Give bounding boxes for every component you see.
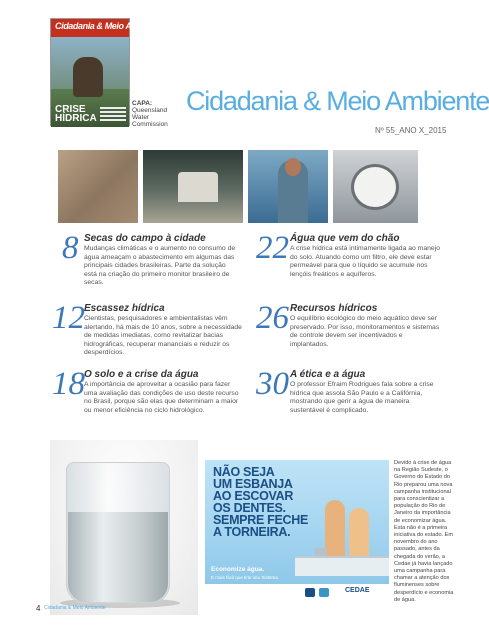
toc-title: O solo e a crise da água — [84, 369, 199, 380]
cover-masthead-bar — [51, 19, 164, 37]
toc-body: A crise hídrica está intimamente ligada ao manejo do solo. Atuando como um filtro, ele deve estar permeável para que o líquido se acumule nos lençóis freáticos e aquíferos. — [290, 245, 440, 278]
ad-logo — [319, 588, 329, 597]
toc-title: A ética e a água — [290, 369, 366, 380]
ad-slogan — [213, 466, 343, 538]
photo-strip — [58, 150, 474, 223]
cover-caption-line3: Commission — [132, 121, 168, 128]
ad-slogan-line: A TORNEIRA. — [213, 525, 291, 539]
toc-entry[interactable] — [62, 232, 242, 302]
toc-body: A importância de aproveitar a ocasião para fazer uma avaliação das condições de uso deste recurso no Brasil, porque são elas que determinam a maior ou menor eficiência no ciclo hidrológico. — [84, 381, 239, 414]
footer-magazine-name: Cidadania & Meio Ambiente — [44, 605, 106, 611]
toc-body: Mudanças climáticas e o aumento no consumo de água ameaçam o abastecimento em algumas das principais cidades brasileiras. Parte da solução está na criação do primeiro monitor brasileiro de secas. — [84, 245, 236, 287]
toc-entry[interactable] — [256, 368, 456, 438]
toc-body: O equilíbrio ecológico do meio aquático deve ser preservado. Por isso, monitoramentos e sistemas de controle devem ser incentivados e implantados. — [290, 315, 440, 348]
toc-title: Escassez hídrica — [84, 303, 165, 314]
ad-caption: Devido à crise de água na Região Sudeste, o Governo do Estado do Rio preparou uma nova campanha institucional para conscientizar a população do Rio de Janeiro da importância de economizar água. Esta não é a primeira iniciativa do estado. Em novembro do ano passado, antes da chegada do verão, a Cedae já havia lançado uma campanha para chamar a atenção dos fluminenses sobre desperdício e economia de água. — [394, 460, 454, 603]
ad-slogan-line: SEMPRE FECHE — [213, 513, 309, 527]
photo-water-meter — [333, 150, 418, 223]
toc-page-number: 12 — [52, 300, 85, 336]
ad-slogan-line: OS DENTES. — [213, 501, 286, 515]
ad-cartoon-kid — [325, 500, 345, 560]
photo-dry-soil — [58, 150, 138, 223]
toc-title: Recursos hídricos — [290, 303, 378, 314]
cover-text-lines — [100, 107, 126, 123]
toc-page-number: 22 — [256, 230, 289, 266]
ad-faucet — [315, 548, 327, 556]
ad-slogan-line: NÃO SEJA — [213, 465, 275, 479]
ad-brand: CEDAE — [345, 587, 370, 594]
cover-caption — [132, 100, 168, 128]
water-fill — [68, 512, 168, 602]
ad-eco-subtext: E mais fácil que tirar seu Sistema. — [211, 575, 280, 580]
toc-page-number: 8 — [62, 230, 79, 266]
toc-page-number: 26 — [256, 300, 289, 336]
magazine-title: Cidadania & Meio Ambiente — [186, 86, 489, 116]
toc-entry[interactable] — [52, 302, 252, 372]
cover-caption-line2: Water — [132, 114, 150, 121]
page-number: 4 — [36, 604, 41, 613]
photo-person-water — [248, 150, 328, 223]
ad-eco-text: Economize água. — [211, 566, 265, 573]
photo-tent-field — [143, 150, 243, 223]
toc-body: Cientistas, pesquisadores e ambientalistas vêm alertando, há mais de 10 anos, sobre a necessidade de medidas imediatas, como revitalizar bacias hidrográficas, recuperar mananciais e reduzir os desperdícios. — [84, 315, 242, 357]
ad-cartoon-kid — [349, 508, 369, 563]
toc-entry[interactable] — [256, 232, 456, 302]
ad-logo — [305, 588, 315, 597]
toc-title: Secas do campo à cidade — [84, 233, 206, 244]
toc-page-number: 30 — [256, 366, 289, 402]
toc-body: O professor Efraim Rodrigues fala sobre a crise hídrica que assola São Paulo e a Califórnia, mostrando que gerir a água de maneira sustentável é complicado. — [290, 381, 434, 414]
toc-entry[interactable] — [52, 368, 252, 438]
ad-slogan-line: UM ESBANJA — [213, 477, 293, 491]
issue-number: Nº 55_ANO X_2015 — [375, 126, 447, 135]
cover-man-figure — [73, 57, 103, 97]
toc-page-number: 18 — [52, 366, 85, 402]
cover-masthead: Cidadania & Meio Ambiente — [55, 21, 164, 31]
toc-title: Água que vem do chão — [290, 233, 400, 244]
cover-caption-label: CAPA: — [132, 100, 153, 107]
cedae-advertisement — [205, 460, 389, 600]
ad-sink — [295, 556, 389, 576]
ad-slogan-line: AO ESCOVAR — [213, 489, 294, 503]
cover-caption-line1: Queensland — [132, 107, 168, 114]
toc-entry[interactable] — [256, 302, 456, 372]
cover-headline: CRISE HÍDRICA — [55, 104, 97, 124]
